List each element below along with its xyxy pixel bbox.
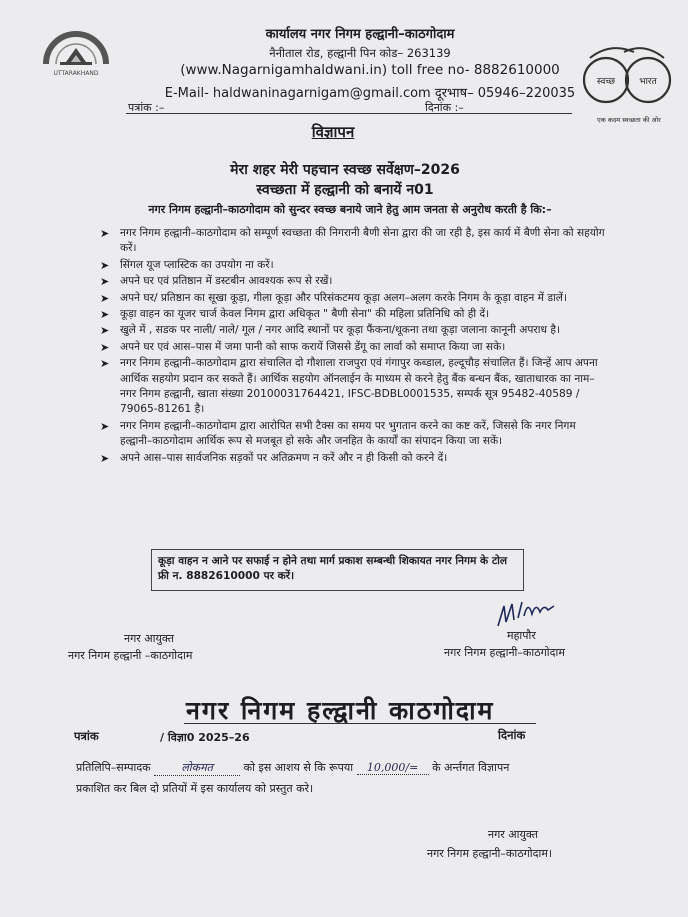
list-item: ➤ अपने घर एवं प्रतिष्ठान में डस्टबीन आवश्यक रूप से रखें। xyxy=(100,275,333,289)
arrow-bullet-icon: ➤ xyxy=(100,308,110,322)
svg-text:स्वच्छ: स्वच्छ xyxy=(596,77,616,87)
arrow-bullet-icon: ➤ xyxy=(100,451,110,465)
arrow-bullet-icon: ➤ xyxy=(100,357,110,371)
patrank-label: पत्रांक :– xyxy=(128,101,165,114)
list-item: ➤ कूड़ा वाहन का यूजर चार्ज केवल निगम द्वारा अधिकृत " बैणी सेना" की महिला प्रतिनिधि को ही दें। xyxy=(100,308,490,322)
forwarding-patrank-label: पत्रांक xyxy=(74,729,99,743)
header-divider xyxy=(126,113,572,114)
dinank-label: दिनांक :– xyxy=(425,101,464,114)
email-phone: E-Mail- haldwaninagarnigam@gmail.com दूरभाष– 05946–220035 xyxy=(164,86,576,101)
list-item: ➤ अपने आस–पास सार्वजनिक सड़कों पर अतिक्रमण न करें और न ही किसी को करने दें। xyxy=(100,451,448,465)
arrow-bullet-icon: ➤ xyxy=(100,258,110,272)
forwarding-divider xyxy=(184,723,536,724)
complaint-box: कूड़ा वाहन न आने पर सफाई न होने तथा मार्ग प्रकाश सम्बन्धी शिकायत नगर निगम के टोल फ्री न. 8882610000 पर करें। xyxy=(151,549,524,591)
list-item: ➤ खुले में , सडक पर नाली/ नाले/ गूल / नगर आदि स्थानों पर कूड़ा फैंकना/थूकना तथा कूड़ा जलाना कानूनी अपराध है। xyxy=(100,324,560,338)
list-item: ➤ नगर निगम हल्द्वानी–काठगोदाम द्वारा आरोपित सभी टैक्स का समय पर भुगतान करने का कष्ट करें, जिससे कि नगर निगम हल्द्वानी–काठगोदाम आर्थिक रूप से मजबूत हो सके और जनहित के कार्यों का संपादन किया जा सकें। xyxy=(100,419,576,448)
mayor-org: नगर निगम हल्द्वानी–काठगोदाम xyxy=(444,646,565,659)
list-item: ➤ नगर निगम हल्द्वानी–काठगोदाम को सम्पूर्ण स्वच्छता की निगरानी बैणी सेना द्वारा की जा रही है, इस कार्य में बैणी सेना को सहयोग करें। xyxy=(100,227,605,255)
arrow-bullet-icon: ➤ xyxy=(100,275,110,289)
arrow-bullet-icon: ➤ xyxy=(100,419,110,433)
forwarding-ref: / विज्ञा0 2025–26 xyxy=(160,731,250,744)
list-item: ➤ अपने घर एवं आस–पास में जमा पानी को साफ करायें जिससे डेंगू का लार्वा को समाप्त किया जा सके। xyxy=(100,340,506,354)
notice-appeal: नगर निगम हल्द्वानी–काठगोदाम को सुन्दर स्वच्छ बनाये जाने हेतु आम जनता से अनुरोध करती है कि:– xyxy=(148,203,552,216)
arrow-bullet-icon: ➤ xyxy=(100,291,110,305)
newspaper-name: लोकमत xyxy=(154,760,240,776)
office-name: कार्यालय नगर निगम हल्द्वानी–काठगोदाम xyxy=(265,27,455,42)
arrow-bullet-icon: ➤ xyxy=(100,340,110,354)
svg-text:भारत: भारत xyxy=(639,77,657,87)
forwarding-sign-org: नगर निगम हल्द्वानी–काठगोदाम। xyxy=(427,847,553,860)
commissioner-org: नगर निगम हल्द्वानी –काठगोदाम xyxy=(68,649,193,662)
commissioner-title: नगर आयुक्त xyxy=(124,632,175,645)
mayor-signature-icon xyxy=(494,596,558,630)
forwarding-title: नगर निगम हल्द्वानी काठगोदाम xyxy=(186,696,495,725)
forwarding-dinank-label: दिनांक xyxy=(498,728,526,742)
notice-heading: विज्ञापन xyxy=(311,123,355,141)
nagar-nigam-logo-icon xyxy=(38,22,114,78)
arrow-bullet-icon: ➤ xyxy=(100,227,110,240)
svg-text:एक कदम स्वच्छता की ओर: एक कदम स्वच्छता की ओर xyxy=(597,116,661,124)
notice-title-1: मेरा शहर मेरी पहचान स्वच्छ सर्वेक्षण–2026 xyxy=(230,162,460,178)
notice-title-2: स्वच्छता में हल्द्वानी को बनायें न01 xyxy=(256,182,434,198)
amount: 10,000/= xyxy=(357,761,429,775)
forwarding-sign-title: नगर आयुक्त xyxy=(488,828,539,841)
list-item: ➤ सिंगल यूज प्लास्टिक का उपयोग ना करें। xyxy=(100,258,274,272)
office-address: नैनीताल रोड, हल्द्वानी पिन कोड– 263139 xyxy=(269,46,451,60)
list-item: ➤ अपने घर/ प्रतिष्ठान का सूखा कूड़ा, गीला कूड़ा और परिसंकटमय कूड़ा अलग–अलग करके निगम के कूड़ा वाहन में डालें। xyxy=(100,291,567,305)
svg-text:UTTARAKHAND: UTTARAKHAND xyxy=(53,70,99,77)
website-tollfree: (www.Nagarnigamhaldwani.in) toll free no- 8882610000 xyxy=(180,62,560,78)
notice-points-list xyxy=(100,226,610,467)
forwarding-line-1: प्रतिलिपि–सम्पादक लोकमत को इस आशय से कि रूपया 10,000/= के अर्न्तगत विज्ञापन xyxy=(76,761,510,774)
arrow-bullet-icon: ➤ xyxy=(100,324,110,338)
list-item: ➤ नगर निगम हल्द्वानी–काठगोदाम द्वारा संचालित दो गौशाला राजपुरा एवं गंगापुर कब्डाल, हल्दूचौड़ संचालित हैं। जिन्हें आप अपना आर्थिक सहयोग प्रदान कर सकते हैं। आर्थिक सहयोग ऑनलाईन के माध्यम से करने हेतु बैंक बन्धन बैंक, खाताधारक का नाम– नगर निगम हल्द्वानी, खाता संख्या 20100031764421, IFSC-BDBL0001535, सम्पर्क सूत्र 95482-40589 / 79065-81261 है। xyxy=(100,357,598,416)
swachh-bharat-logo-icon xyxy=(580,38,678,126)
forwarding-line-2: प्रकाशित कर बिल दो प्रतियों में इस कार्यालय को प्रस्तुत करे। xyxy=(76,782,314,795)
mayor-title: महापौर xyxy=(507,629,536,642)
